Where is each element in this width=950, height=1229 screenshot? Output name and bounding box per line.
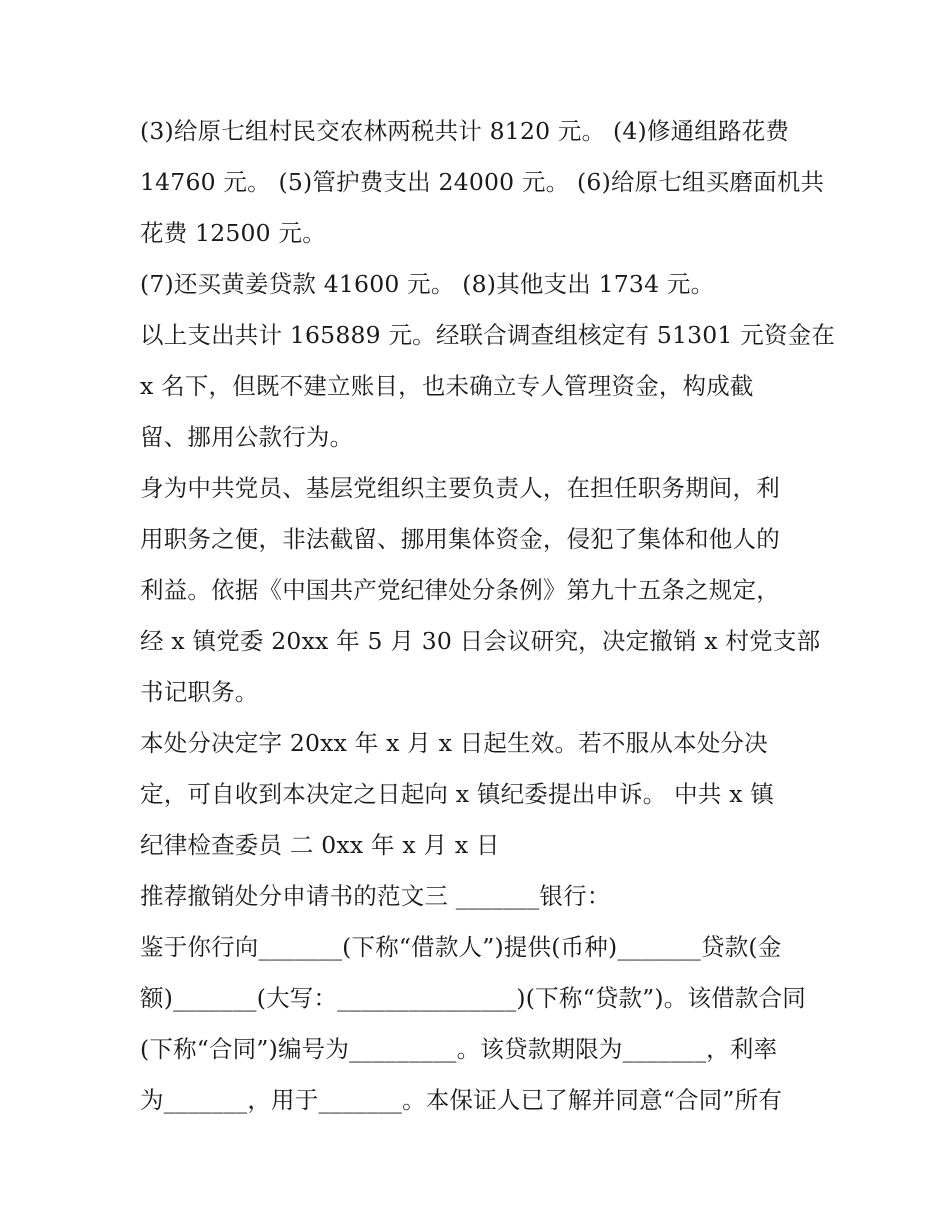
- text-line: 以上支出共计 165889 元。经联合调查组核定有 51301 元资金在: [140, 321, 836, 349]
- text-line: 14760 元。 (5)管护费支出 24000 元。 (6)给原七组买磨面机共: [140, 168, 825, 196]
- document-body: [140, 106, 836, 1126]
- text-line: 鉴于你行向_______(下称“借款人”)提供(币种)_______贷款(金: [140, 933, 782, 961]
- text-line: (下称“合同”)编号为_________。该贷款期限为_______，利率: [140, 1035, 778, 1063]
- text-line: 书记职务。: [140, 678, 259, 706]
- text-line: 用职务之便，非法截留、挪用集体资金，侵犯了集体和他人的: [140, 525, 780, 553]
- text-line: 留、挪用公款行为。: [140, 423, 354, 451]
- text-line: (3)给原七组村民交农林两税共计 8120 元。 (4)修通组路花费: [140, 117, 790, 145]
- text-line: 身为中共党员、基层党组织主要负责人，在担任职务期间，利: [140, 474, 780, 502]
- text-line: 花费 12500 元。: [140, 219, 326, 247]
- text-line: 利益。依据《中国共产党纪律处分条例》第九十五条之规定，: [140, 576, 780, 604]
- text-line: x 名下，但既不建立账目，也未确立专人管理资金，构成截: [140, 372, 754, 400]
- text-line: 推荐撤销处分申请书的范文三 _______银行：: [140, 882, 611, 910]
- text-line: 纪律检查委员 二 0xx 年 x 月 x 日: [140, 831, 500, 859]
- text-line: 经 x 镇党委 20xx 年 5 月 30 日会议研究，决定撤销 x 村党支部: [140, 627, 821, 655]
- text-line: (7)还买黄姜贷款 41600 元。 (8)其他支出 1734 元。: [140, 270, 715, 298]
- text-line: 额)_______(大写：_______________)(下称“贷款”)。该借款合同: [140, 984, 806, 1012]
- text-line: 本处分决定字 20xx 年 x 月 x 日起生效。若不服从本处分决: [140, 729, 768, 757]
- text-line: 定，可自收到本决定之日起向 x 镇纪委提出申诉。 中共 x 镇: [140, 780, 775, 808]
- text-line: 为_______，用于_______。本保证人已了解并同意“合同”所有: [140, 1086, 783, 1114]
